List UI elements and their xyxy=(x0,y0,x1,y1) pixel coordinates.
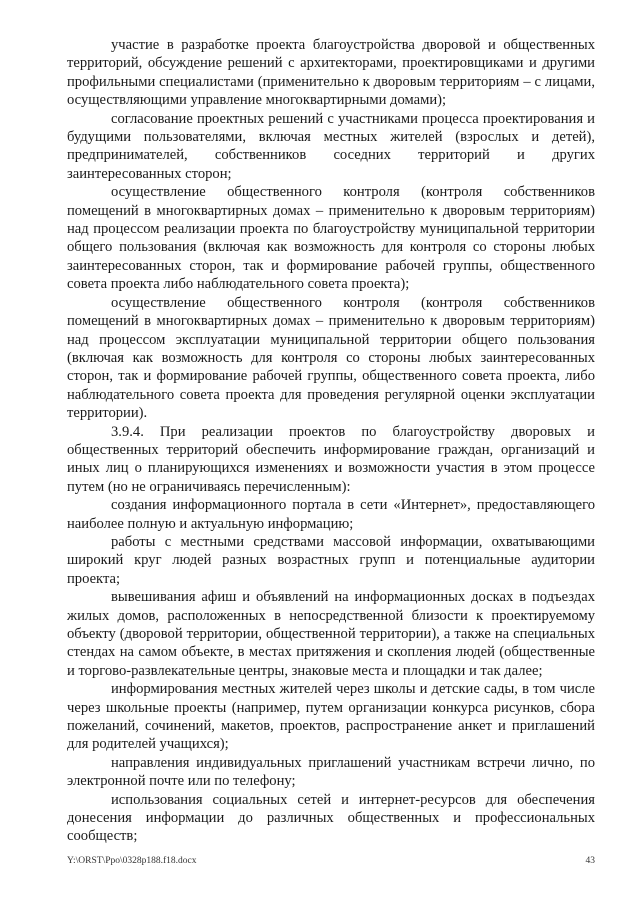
paragraph: направления индивидуальных приглашений участникам встречи лично, по электронной почте или по телефону; xyxy=(67,754,595,790)
paragraph: участие в разработке проекта благоустройства дворовой и общественных территорий, обсуждение решений с архитекторами, проектировщиками и другими профильными специалистами (применительно к дворовым территориям – с лицами, осуществляющими управление многоквартирными домами); xyxy=(67,37,595,109)
paragraph: информирования местных жителей через школы и детские сады, в том числе через школьные проекты (например, путем организации конкурса рисунков, сбора пожеланий, сочинений, макетов, проектов, распространение анкет и приглашений для родителей учащихся); xyxy=(67,681,595,753)
paragraph: осуществление общественного контроля (контроля собственников помещений в многоквартирных домах – применительно к дворовым территориям) над процессом реализации проекта по благоустройству муниципальной территории общего пользования (включая как возможность для контроля со стороны любых заинтересованных сторон, так и формирование рабочей группы, общественного совета проекта либо наблюдательного совета проекта); xyxy=(67,184,595,293)
page-number: 43 xyxy=(585,856,595,866)
paragraph: создания информационного портала в сети «Интернет», предоставляющего наиболее полную и актуальную информацию; xyxy=(67,497,595,532)
paragraph: работы с местными средствами массовой информации, охватывающими широкий круг людей разных возрастных групп и потенциальные аудитории проекта; xyxy=(67,533,595,587)
paragraph: использования социальных сетей и интернет-ресурсов для обеспечения донесения информации до различных общественных и профессиональных сообществ; xyxy=(67,791,595,845)
file-path: Y:\ORST\Ppo\0328p188.f18.docx xyxy=(67,856,197,866)
paragraph: согласование проектных решений с участниками процесса проектирования и будущими пользователями, включая местных жителей (взрослых и детей), предпринимателей, собственников соседних территорий и других заинтересованных сторон; xyxy=(67,110,595,182)
paragraph: 3.9.4. При реализации проектов по благоустройству дворовых и общественных территорий обеспечить информирование граждан, организаций и иных лиц о планирующихся изменениях и возможности участия в этом процессе путем (но не ограничиваясь перечисленным): xyxy=(67,423,595,495)
paragraph: осуществление общественного контроля (контроля собственников помещений в многоквартирных домах – применительно к дворовым территориям) над процессом эксплуатации муниципальной территории общего пользования (включая как возможность для контроля со стороны любых заинтересованных сторон, так и формирование рабочей группы, общественного совета проекта, либо наблюдательного совета проекта для проведения регулярной оценки эксплуатации территории). xyxy=(67,294,595,422)
paragraph: вывешивания афиш и объявлений на информационных досках в подъездах жилых домов, расположенных в непосредственной близости к проектируемому объекту (дворовой территории, общественной территории), а также на специальных стендах на самом объекте, в местах притяжения и скопления людей (общественные и торгово-развлекательные центры, знаковые места и площадки и так далее; xyxy=(67,589,595,679)
body-text xyxy=(67,36,595,846)
